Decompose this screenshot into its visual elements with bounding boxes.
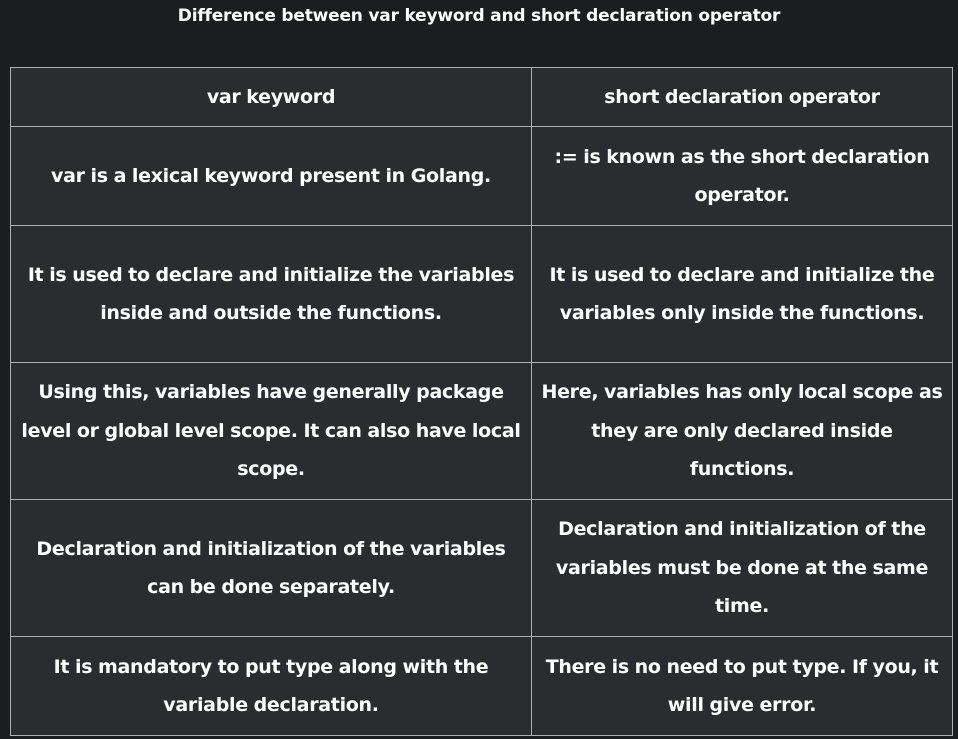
table-cell: There is no need to put type. If you, it will give error. — [532, 637, 953, 736]
table-cell: Declaration and initialization of the variables must be done at the same time. — [532, 500, 953, 637]
table-cell: It is used to declare and initialize the variables inside and outside the functions. — [11, 226, 532, 363]
table-cell: Declaration and initialization of the variables can be done separately. — [11, 500, 532, 637]
table-row — [11, 363, 953, 500]
table-cell: It is mandatory to put type along with the variable declaration. — [11, 637, 532, 736]
table-header-row — [11, 68, 953, 127]
table-cell: Here, variables has only local scope as they are only declared inside functions. — [532, 363, 953, 500]
table-cell: Using this, variables have generally package level or global level scope. It can also have local scope. — [11, 363, 532, 500]
header-var-keyword: var keyword — [11, 68, 532, 127]
table-cell: := is known as the short declaration operator. — [532, 127, 953, 226]
table-cell: It is used to declare and initialize the variables only inside the functions. — [532, 226, 953, 363]
comparison-table — [10, 67, 953, 736]
table-row — [11, 226, 953, 363]
table-row — [11, 127, 953, 226]
header-short-declaration: short declaration operator — [532, 68, 953, 127]
table-cell: var is a lexical keyword present in Golang. — [11, 127, 532, 226]
page-title: Difference between var keyword and short declaration operator — [177, 6, 781, 26]
table-row — [11, 500, 953, 637]
table-row — [11, 637, 953, 736]
